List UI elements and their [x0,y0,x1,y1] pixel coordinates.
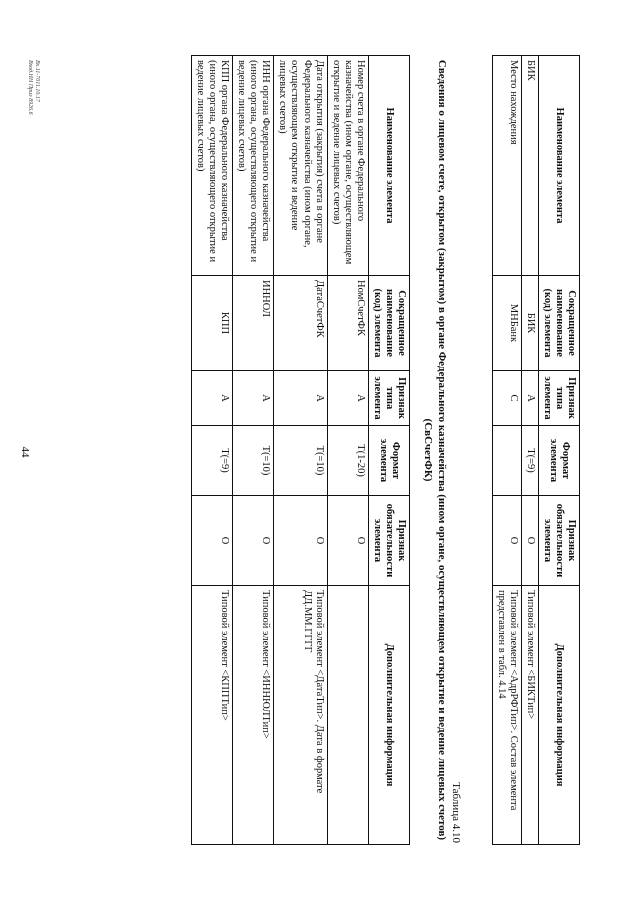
cell-name: БИК [521,56,538,276]
table-header-row [368,56,409,845]
footer-stamp [26,60,40,115]
header-type: Признак типа элемента [538,371,579,426]
footer-line-2: Вход.НН Прил 8926.6 [26,60,33,115]
cell-format: Т(=10) [233,426,274,496]
cell-required: О [492,496,521,586]
table-header-row [538,56,579,845]
header-format: Формат элемента [368,426,409,496]
cell-short: ДатаСчетФК [274,276,327,371]
header-info: Дополнительная информация [538,586,579,845]
cell-type: А [521,371,538,426]
header-info: Дополнительная информация [368,586,409,845]
cell-format: Т(=9) [521,426,538,496]
header-type: Признак типа элемента [368,371,409,426]
page-number: 44 [19,446,31,458]
table-bank-details [492,55,580,845]
table-row [192,56,233,845]
header-format: Формат элемента [538,426,579,496]
header-short: Сокращенное наименование (код) элемента [368,276,409,371]
cell-name: Дата открытия (закрытия) счета в органе Федерального казначейства (ином органе, осуществляющем открытие и ведение лицевых счетов) [274,56,327,276]
header-name: Наименование элемента [538,56,579,276]
cell-type: А [327,371,368,426]
cell-format: Т(1-20) [327,426,368,496]
cell-short: КПП [192,276,233,371]
cell-required: О [521,496,538,586]
header-required: Признак обязательности элемента [538,496,579,586]
cell-format: Т(=10) [274,426,327,496]
cell-short: НомСчетФК [327,276,368,371]
cell-info: Типовой элемент <БИКТип> [521,586,538,845]
table-row [521,56,538,845]
cell-type: А [233,371,274,426]
cell-name: Номер счета в органе Федерального казначейства (ином органе, осуществляющем открытие и ведение лицевых счетов) [327,56,368,276]
cell-name: Место нахождения [492,56,521,276]
header-short: Сокращенное наименование (код) элемента [538,276,579,371]
cell-info: Типовой элемент <ИННЮЛТип> [233,586,274,845]
cell-name: ИНН органа Федерального казначейства (иного органа, осуществляющего открытие и ведение лицевых счетов) [233,56,274,276]
cell-info [327,586,368,845]
cell-type: А [192,371,233,426]
table-row [274,56,327,845]
footer-line-1: Вх.11-7011.10.17 [34,60,40,102]
cell-info: Типовой элемент <ДатаТип>. Дата в формате ДД.ММ.ГГГГ [274,586,327,845]
cell-info: Типовой элемент <КППТип> [192,586,233,845]
cell-short: БИК [521,276,538,371]
header-required: Признак обязательности элемента [368,496,409,586]
table-row [233,56,274,845]
cell-info: Типовой элемент <АдрРФТип>. Состав элемента представлен в табл. 4.14 [492,586,521,845]
cell-short: ИННОЛ [233,276,274,371]
cell-format: Т(=9) [192,426,233,496]
table-caption: Сведения о лицевом счете, открытом (закрытом) в органе Федерального казначейства (ином органе, осуществляющем открытие и ведение лицевых счетов) (СвСчетФК) [422,59,448,841]
cell-required: О [233,496,274,586]
cell-type: А [274,371,327,426]
cell-required: О [274,496,327,586]
cell-short: МНБанк [492,276,521,371]
table-label: Таблица 4.10 [450,782,462,843]
table-row [492,56,521,845]
cell-type: С [492,371,521,426]
cell-required: О [327,496,368,586]
header-name: Наименование элемента [368,56,409,276]
table-treasury-account [191,55,410,845]
cell-format [492,426,521,496]
cell-required: О [192,496,233,586]
cell-name: КПП органа Федерального казначейства (иного органа, осуществляющего открытие и ведение лицевых счетов) [192,56,233,276]
table-row [327,56,368,845]
